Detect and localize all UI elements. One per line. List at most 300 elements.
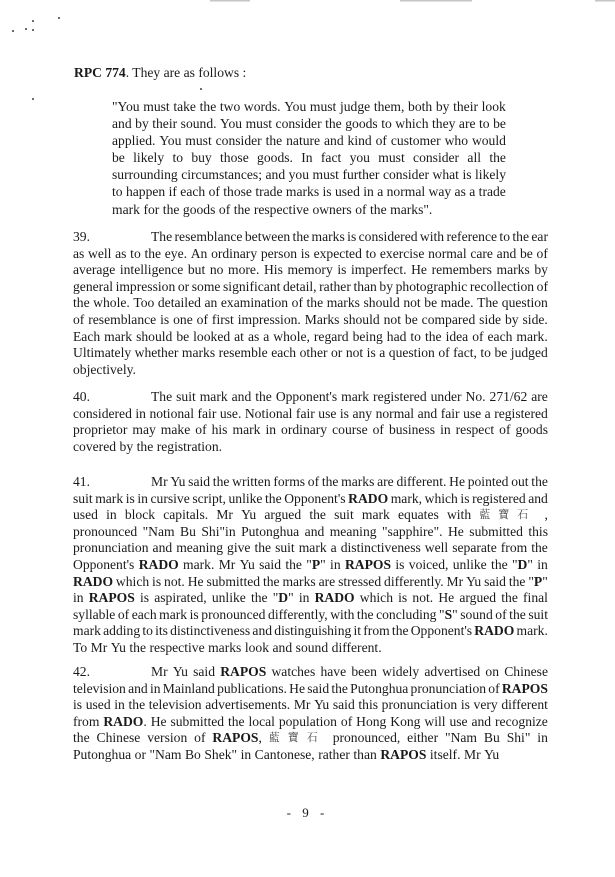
word: applied. (112, 133, 156, 149)
word: may (132, 422, 156, 438)
word: the (509, 606, 526, 622)
word: in (73, 590, 84, 606)
word: "P" (528, 573, 548, 589)
word: average (73, 262, 116, 278)
word: of (340, 713, 353, 729)
paragraph-line (73, 640, 548, 657)
word: "Nam (149, 746, 182, 762)
word: Yu (172, 664, 188, 679)
word: unlike (452, 556, 487, 572)
word: recollection (469, 278, 535, 294)
word: must (312, 167, 339, 183)
word: submitted (206, 573, 261, 589)
word: and (231, 389, 252, 404)
word: as (247, 328, 260, 344)
word: adding (103, 623, 141, 639)
word: surrounding (112, 167, 178, 183)
word: To (73, 639, 88, 655)
word: written (232, 474, 271, 489)
word: must (185, 133, 212, 149)
word: suit (275, 540, 295, 556)
word: Ultimately (73, 345, 132, 361)
word: mark (104, 328, 133, 344)
word: and (528, 490, 548, 506)
word: No. (465, 389, 486, 404)
word: Putonghua (73, 746, 132, 762)
word: detail, (282, 278, 317, 294)
block-quote (112, 98, 506, 218)
word: 271/62 (489, 389, 528, 404)
word: be (493, 116, 506, 132)
word: marks (285, 184, 320, 200)
paragraph-41 (73, 474, 548, 657)
word: as (454, 184, 466, 200)
word: to (479, 116, 490, 132)
paragraph-line (73, 422, 548, 439)
word: and (152, 540, 173, 556)
word: mark. (183, 556, 215, 572)
word: He (438, 590, 455, 606)
word: as (115, 245, 127, 261)
word: cursive (150, 490, 190, 506)
word: not (345, 345, 364, 361)
word: all (467, 150, 481, 166)
word: He (150, 713, 167, 729)
word: is (398, 590, 408, 606)
word: meaning (329, 523, 377, 539)
word: by (435, 99, 450, 114)
word: you (349, 150, 370, 166)
word: mark (95, 490, 124, 506)
word: by (119, 438, 134, 454)
word: differently, (268, 606, 328, 622)
word: by (379, 278, 394, 294)
word: separate (452, 540, 497, 556)
paragraph-number: 40. (73, 389, 90, 404)
word: the (162, 201, 180, 217)
word: respect (455, 422, 495, 438)
word: Each (73, 328, 101, 344)
word: said (332, 697, 355, 713)
word: person (260, 245, 298, 261)
word: have (320, 664, 347, 679)
word: to (172, 150, 184, 166)
word: Mr (293, 697, 311, 713)
word: side (479, 311, 502, 327)
scan-artifact (210, 0, 250, 2)
word: mark (112, 201, 140, 217)
word: registration. (156, 438, 223, 454)
word: the (254, 540, 272, 556)
paragraph-line (73, 607, 548, 624)
word: the (501, 590, 518, 606)
word: goods. (257, 150, 293, 166)
word: pronounced, (332, 730, 401, 746)
word: television (148, 697, 202, 713)
word: in (440, 422, 451, 438)
word: any (352, 405, 373, 421)
word: detailed (157, 295, 201, 311)
word: their (152, 116, 178, 132)
word: mark (199, 389, 228, 404)
word: as (73, 245, 85, 261)
word: notional (149, 405, 194, 421)
word: advertisements. (205, 697, 291, 713)
word: customer (390, 133, 441, 149)
word: which (359, 590, 393, 606)
quote-line (112, 149, 506, 166)
word: words. (243, 99, 281, 114)
word: "S" (439, 606, 458, 622)
word: said (484, 573, 506, 589)
intro-text: . They are as follows : (125, 65, 247, 80)
word: care (470, 245, 493, 261)
word: are (531, 389, 548, 404)
word: The (151, 389, 173, 404)
word: impression. (237, 311, 301, 327)
word: well (424, 540, 449, 556)
word: the (144, 245, 162, 261)
word: submitted (469, 523, 523, 539)
word: this (528, 523, 548, 539)
word: , (544, 507, 548, 523)
word: compared (421, 311, 476, 327)
word: "sapphire". (381, 523, 443, 539)
word: a (263, 328, 270, 344)
word: objectively. (73, 361, 136, 377)
word: block (124, 507, 156, 523)
word: "You (112, 99, 140, 114)
word: An (190, 245, 208, 261)
word: is (395, 556, 405, 572)
word: the (491, 556, 508, 572)
scan-speck (32, 20, 34, 22)
word: eye. (164, 245, 188, 261)
word: resemble (218, 345, 268, 361)
word: by (135, 116, 149, 132)
word: the (212, 474, 230, 489)
paragraph-line (73, 491, 548, 508)
word: covered (73, 438, 117, 454)
word: in (240, 746, 252, 762)
word: marks (311, 229, 345, 244)
word: fair (197, 405, 217, 421)
word: recognize (495, 713, 548, 729)
word: side. (522, 311, 548, 327)
word: sound (460, 606, 493, 622)
word: are (318, 573, 336, 589)
word: submitted (170, 713, 225, 729)
word: marks (282, 573, 316, 589)
word: will (424, 713, 446, 729)
word: and (272, 639, 293, 655)
word: to (112, 184, 123, 200)
word: those (223, 184, 252, 200)
word: fact (320, 150, 342, 166)
word: Bu (180, 523, 196, 539)
word: the (531, 540, 548, 556)
word: would (471, 133, 506, 149)
word: memory (287, 262, 333, 278)
word: said (259, 556, 282, 572)
word: respective (253, 201, 309, 217)
paragraph-line (73, 389, 548, 406)
word: argued (264, 507, 302, 523)
word: reference (446, 229, 498, 244)
word: by (505, 311, 519, 327)
word: which (424, 490, 458, 506)
word: expected (313, 245, 362, 261)
word: in (106, 507, 117, 523)
word: the (128, 697, 146, 713)
word: of (307, 474, 320, 489)
word: Yu (170, 474, 186, 489)
word: to (130, 245, 141, 261)
word: advertised (424, 664, 481, 679)
word: You (220, 116, 243, 132)
word: itself. (429, 746, 461, 762)
word: RADO (138, 556, 179, 572)
paragraph-line (73, 730, 548, 747)
page-number: - 9 - (286, 805, 329, 820)
word: course (332, 422, 368, 438)
word: In (301, 150, 313, 166)
word: final (523, 590, 548, 606)
word: Mr (151, 474, 168, 489)
word: marks". (390, 201, 433, 217)
word: fair (440, 405, 460, 421)
word: on (485, 664, 500, 679)
word: RADO (73, 573, 114, 589)
word: Mr (151, 664, 168, 679)
word: is (152, 573, 162, 589)
paragraph-number: 42. (73, 664, 90, 679)
word: been (351, 664, 377, 679)
word: Shek" (204, 746, 238, 762)
word: the (262, 573, 280, 589)
word: of (218, 201, 231, 217)
word: the (292, 229, 310, 244)
quote-line (112, 166, 506, 183)
word: registered (373, 389, 427, 404)
word: Mr (216, 507, 233, 523)
scan-speck (12, 30, 14, 32)
word: well (88, 245, 112, 261)
word: RADO (348, 490, 389, 506)
word: the (265, 133, 283, 149)
word: it (353, 623, 362, 639)
word: in (537, 730, 548, 746)
word: first (211, 311, 234, 327)
word: the (325, 116, 342, 132)
word: mark (232, 422, 261, 438)
quote-line (112, 132, 506, 149)
chinese-mark: 藍寶石 (479, 508, 537, 522)
word: pointed (467, 474, 509, 489)
word: and (417, 405, 438, 421)
word: the (512, 229, 529, 244)
word: for (143, 201, 160, 217)
word: RAPOS (501, 680, 548, 696)
word: argued (459, 590, 497, 606)
word: or (134, 746, 146, 762)
quote-line (112, 201, 506, 218)
word: RADO (314, 590, 355, 606)
word: of (355, 201, 367, 217)
word: the (489, 150, 506, 166)
word: a (484, 405, 491, 421)
word: question (388, 345, 435, 361)
word: and (324, 133, 344, 149)
word: be (424, 295, 438, 311)
paragraph-line (73, 681, 548, 698)
word: their (453, 99, 479, 114)
word: in (149, 680, 161, 696)
word: look (481, 99, 506, 114)
word: consider (382, 167, 430, 183)
paragraph-line (73, 540, 548, 557)
word: Opponent's (284, 490, 346, 506)
word: looked (193, 328, 231, 344)
word: you (288, 167, 310, 183)
word: remembers (431, 262, 492, 278)
word: suit (176, 389, 196, 404)
scan-speck (58, 17, 60, 19)
paragraph-line (73, 623, 548, 640)
word: fact, (453, 345, 477, 361)
word: are (377, 474, 394, 489)
word: the (321, 474, 339, 489)
word: concluding (376, 606, 437, 622)
word: script, (192, 490, 226, 506)
paragraph-line (73, 747, 548, 764)
word: in (363, 184, 374, 200)
word: equates (398, 507, 439, 523)
scan-speck (32, 29, 34, 31)
word: used (73, 507, 98, 523)
word: Mr (446, 573, 464, 589)
paragraph-line (73, 439, 548, 456)
word: is (189, 606, 199, 622)
word: be (494, 345, 508, 361)
paragraph-line (73, 714, 548, 731)
word: the (370, 201, 387, 217)
paragraph-line (73, 574, 548, 591)
word: Mainland (162, 680, 215, 696)
word: way (428, 184, 452, 200)
word: Kong (390, 713, 421, 729)
quote-line (112, 98, 506, 115)
word: of (375, 133, 387, 149)
word: a (330, 540, 337, 556)
word: pronunciation (381, 697, 458, 713)
word: used (334, 184, 360, 200)
word: He (187, 573, 204, 589)
word: RAPOS (344, 556, 392, 572)
word: said (188, 474, 211, 489)
word: unlike (228, 490, 263, 506)
word: should (343, 311, 380, 327)
word: of (194, 730, 206, 746)
word: make (160, 422, 191, 438)
word: said (193, 664, 216, 679)
word: by (534, 262, 548, 278)
word: to (365, 245, 377, 261)
word: television (73, 680, 126, 696)
word: an (204, 295, 218, 311)
word: made. (440, 295, 474, 311)
intro-line (74, 64, 246, 81)
word: must (143, 99, 170, 114)
paragraph-line (73, 312, 548, 329)
word: very (473, 697, 498, 713)
scan-artifact (400, 0, 472, 2)
word: no (209, 262, 224, 278)
word: with (419, 229, 445, 244)
word: Cantonese, (254, 746, 315, 762)
word: but (187, 262, 206, 278)
word: the (309, 507, 326, 523)
word: Opponent's (73, 556, 135, 572)
word: and (112, 116, 132, 132)
word: the (250, 590, 268, 606)
word: or (177, 278, 190, 294)
word: photographic (395, 278, 468, 294)
word: nature (286, 133, 321, 149)
word: suit (528, 606, 548, 622)
word: be (520, 245, 533, 261)
word: is (300, 245, 310, 261)
word: resemblance (88, 311, 157, 327)
word: marks (341, 474, 375, 489)
word: Shi" (506, 730, 531, 746)
word: idea (445, 328, 469, 344)
word: different. (331, 639, 382, 655)
word: of (536, 278, 548, 294)
word: and (304, 523, 325, 539)
word: of (372, 422, 384, 438)
word: ordinary (281, 422, 328, 438)
word: version (147, 730, 188, 746)
word: the (255, 389, 272, 404)
word: of (291, 295, 303, 311)
word: trade (478, 184, 506, 200)
word: consider (215, 133, 262, 149)
quote-line (112, 115, 506, 132)
word: RAPOS (88, 590, 135, 606)
word: his (211, 422, 228, 438)
paragraph-line (73, 345, 548, 362)
word: of (208, 184, 220, 200)
word: in (265, 422, 277, 438)
word: consider (413, 150, 460, 166)
word: Opponent's (275, 389, 338, 404)
word: Yu (466, 573, 482, 589)
word: Yu (241, 507, 257, 523)
word: to (381, 116, 392, 132)
word: "Nam (142, 523, 175, 539)
word: to (410, 328, 421, 344)
word: rather (319, 278, 351, 294)
word: Yu (314, 697, 330, 713)
word: ordinary (211, 245, 258, 261)
word: the (531, 474, 548, 489)
word: one (173, 311, 193, 327)
word: are (458, 116, 476, 132)
case-citation: RPC 774 (74, 65, 126, 80)
word: the (73, 295, 90, 311)
paragraph-number: 39. (73, 229, 90, 244)
